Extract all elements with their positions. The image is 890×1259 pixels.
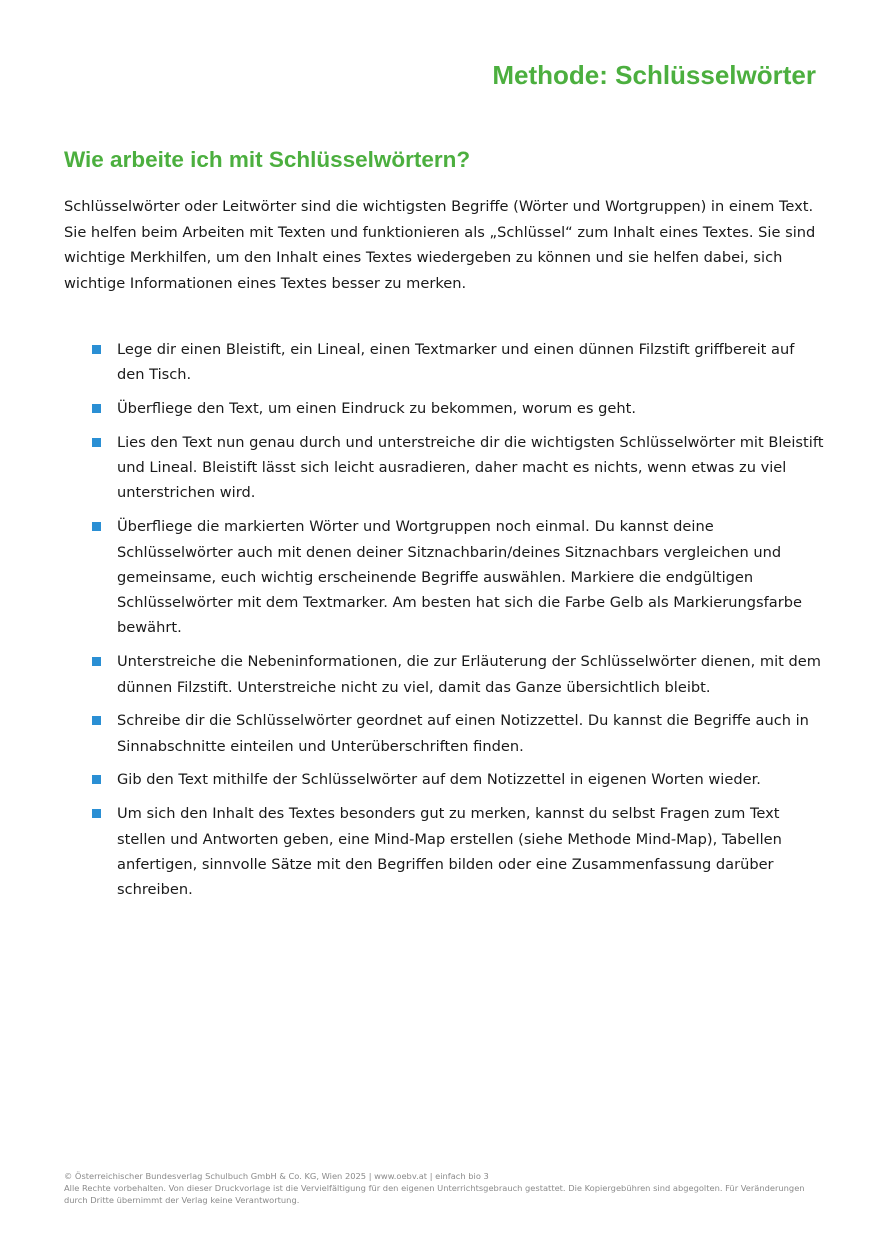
step-text: Überfliege den Text, um einen Eindruck zu bekommen, worum es geht. [117,400,636,418]
step-text: Lege dir einen Bleistift, ein Lineal, einen Textmarker und einen dünnen Filzstift griffbereit auf den Tisch. [117,341,795,384]
square-bullet-icon [92,716,101,725]
intro-paragraph: Schlüsselwörter oder Leitwörter sind die wichtigsten Begriffe (Wörter und Wortgruppen) in einem Text. Sie helfen beim Arbeiten mit Texten und funktionieren als „Schlüssel“ zum Inhalt eines Textes. Sie sind wichtige Merkhilfen, um den Inhalt eines Textes wiedergeben zu können und sie helfen dabei, sich wichtige Informationen eines Textes besser zu merken. [64,198,816,292]
square-bullet-icon [92,809,101,818]
step-item [0,430,825,506]
step-text: Schreibe dir die Schlüsselwörter geordnet auf einen Notizzettel. Du kannst die Begriffe auch in Sinnabschnitte einteilen und Unterüberschriften finden. [117,712,809,755]
step-item [0,708,825,759]
step-item [0,767,825,792]
step-text: Gib den Text mithilfe der Schlüsselwörter auf dem Notizzettel in eigenen Worten wieder. [117,771,761,789]
step-item [0,649,825,700]
step-text: Lies den Text nun genau durch und unterstreiche dir die wichtigsten Schlüsselwörter mit Bleistift und Lineal. Bleistift lässt sich leicht ausradieren, daher macht es nichts, wenn etwas zu viel unterstrichen wird. [117,433,824,502]
step-item [0,396,825,421]
footer [64,1170,824,1206]
step-item [0,337,825,388]
step-text: Überfliege die markierten Wörter und Wortgruppen noch einmal. Du kannst deine Schlüsselwörter auch mit denen deiner Sitznachbarin/deines Sitznachbars vergleichen und gemeinsame, euch wichtig erscheinende Begriffe auswählen. Markiere die endgültigen Schlüsselwörter mit dem Textmarker. Am besten hat sich die Farbe Gelb als Markierungsfarbe bewährt. [117,518,802,637]
square-bullet-icon [92,775,101,784]
section-heading: Wie arbeite ich mit Schlüsselwörtern? [64,147,471,172]
footer-copyright: © Österreichischer Bundesverlag Schulbuch GmbH & Co. KG, Wien 2025 | www.oebv.at | einfach bio 3 [64,1171,489,1181]
square-bullet-icon [92,657,101,666]
square-bullet-icon [92,522,101,531]
footer-rights: Alle Rechte vorbehalten. Von dieser Druckvorlage ist die Vervielfältigung für den eigenen Unterrichtsgebrauch gestattet. Die Kopiergebühren sind abgegolten. Für Veränderungen durch Dritte übernimmt der Verlag keine Verantwortung. [64,1183,805,1205]
square-bullet-icon [92,438,101,447]
step-text: Unterstreiche die Nebeninformationen, die zur Erläuterung der Schlüsselwörter dienen, mit dem dünnen Filzstift. Unterstreiche nicht zu viel, damit das Ganze übersichtlich bleibt. [117,653,821,696]
square-bullet-icon [92,345,101,354]
square-bullet-icon [92,404,101,413]
step-item [0,514,825,640]
page-title: Methode: Schlüsselwörter [492,60,816,90]
step-item [0,801,825,902]
step-text: Um sich den Inhalt des Textes besonders gut zu merken, kannst du selbst Fragen zum Text stellen und Antworten geben, eine Mind-Map erstellen (siehe Methode Mind-Map), Tabellen anfertigen, sinnvolle Sätze mit den Begriffen bilden oder eine Zusammenfassung darüber schreiben. [117,805,782,899]
steps-list [0,337,890,911]
